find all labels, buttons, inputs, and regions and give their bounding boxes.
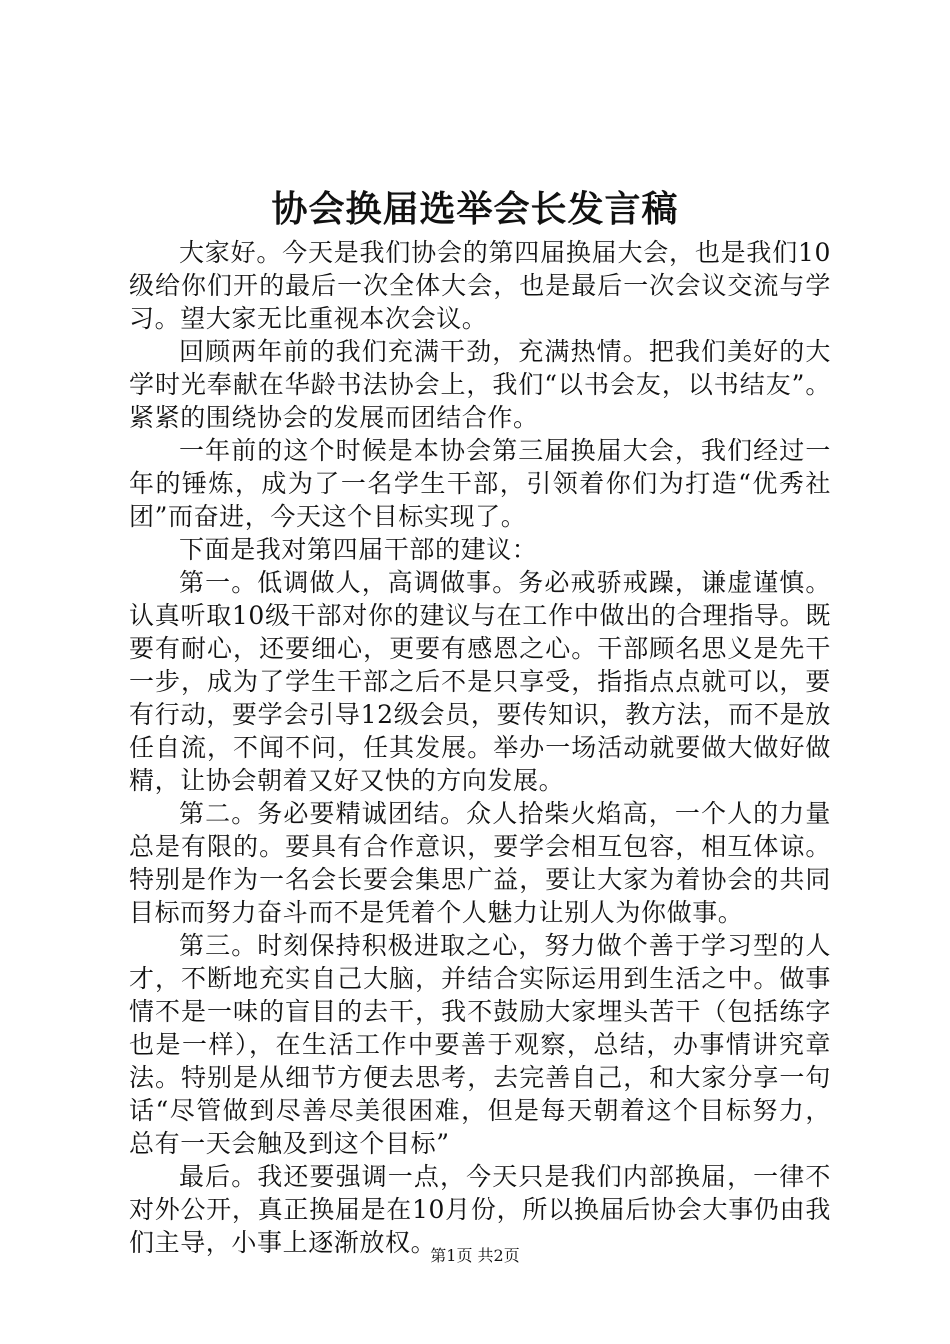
paragraph-review: 回顾两年前的我们充满干劲，充满热情。把我们美好的大学时光奉献在华龄书法协会上，我们“以书会友，以书结友”。紧紧的围绕协会的发展而团结合作。 xyxy=(129,337,831,432)
paragraph-last-year: 一年前的这个时候是本协会第三届换届大会，我们经过一年的锤炼，成为了一名学生干部，引领着你们为打造“优秀社团”而奋进，今天这个目标实现了。 xyxy=(129,436,831,531)
paragraph-suggestions-intro: 下面是我对第四届干部的建议： xyxy=(179,535,538,564)
paragraph-greeting: 大家好。今天是我们协会的第四届换届大会，也是我们10级给你们开的最后一次全体大会，也是最后一次会议交流与学习。望大家无比重视本次会议。 xyxy=(129,238,831,333)
document-title: 协会换届选举会长发言稿 xyxy=(271,188,679,230)
paragraph-final: 最后。我还要强调一点，今天只是我们内部换届，一律不对外公开，真正换届是在10月份，所以换届后协会大事仍由我们主导，小事上逐渐放权。 xyxy=(129,1162,831,1257)
paragraph-second-point: 第二。务必要精诚团结。众人拾柴火焰高，一个人的力量总是有限的。要具有合作意识，要学会相互包容，相互体谅。特别是作为一名会长要会集思广益，要让大家为着协会的共同目标而努力奋斗而不是凭着个人魅力让别人为你做事。 xyxy=(129,799,831,927)
paragraph-third-point: 第三。时刻保持积极进取之心，努力做个善于学习型的人才，不断地充实自己大脑，并结合实际运用到生活之中。做事情不是一味的盲目的去干，我不鼓励大家埋头苦干（包括练字也是一样），在生活工作中要善于观察，总结，办事情讲究章法。特别是从细节方便去思考，去完善自己，和大家分享一句话“尽管做到尽善尽美很困难，但是每天朝着这个目标努力，总有一天会触及到这个目标” xyxy=(129,931,831,1158)
page-number-footer: 第1页 共2页 xyxy=(430,1246,520,1265)
paragraph-first-point: 第一。低调做人，高调做事。务必戒骄戒躁，谦虚谨慎。认真听取10级干部对你的建议与在工作中做出的合理指导。既要有耐心，还要细心，更要有感恩之心。干部顾名思义是先干一步，成为了学生干部之后不是只享受，指指点点就可以，要有行动，要学会引导12级会员，要传知识，教方法，而不是放任自流，不闻不问，任其发展。举办一场活动就要做大做好做精，让协会朝着又好又快的方向发展。 xyxy=(129,568,831,795)
document-body xyxy=(129,236,831,1259)
